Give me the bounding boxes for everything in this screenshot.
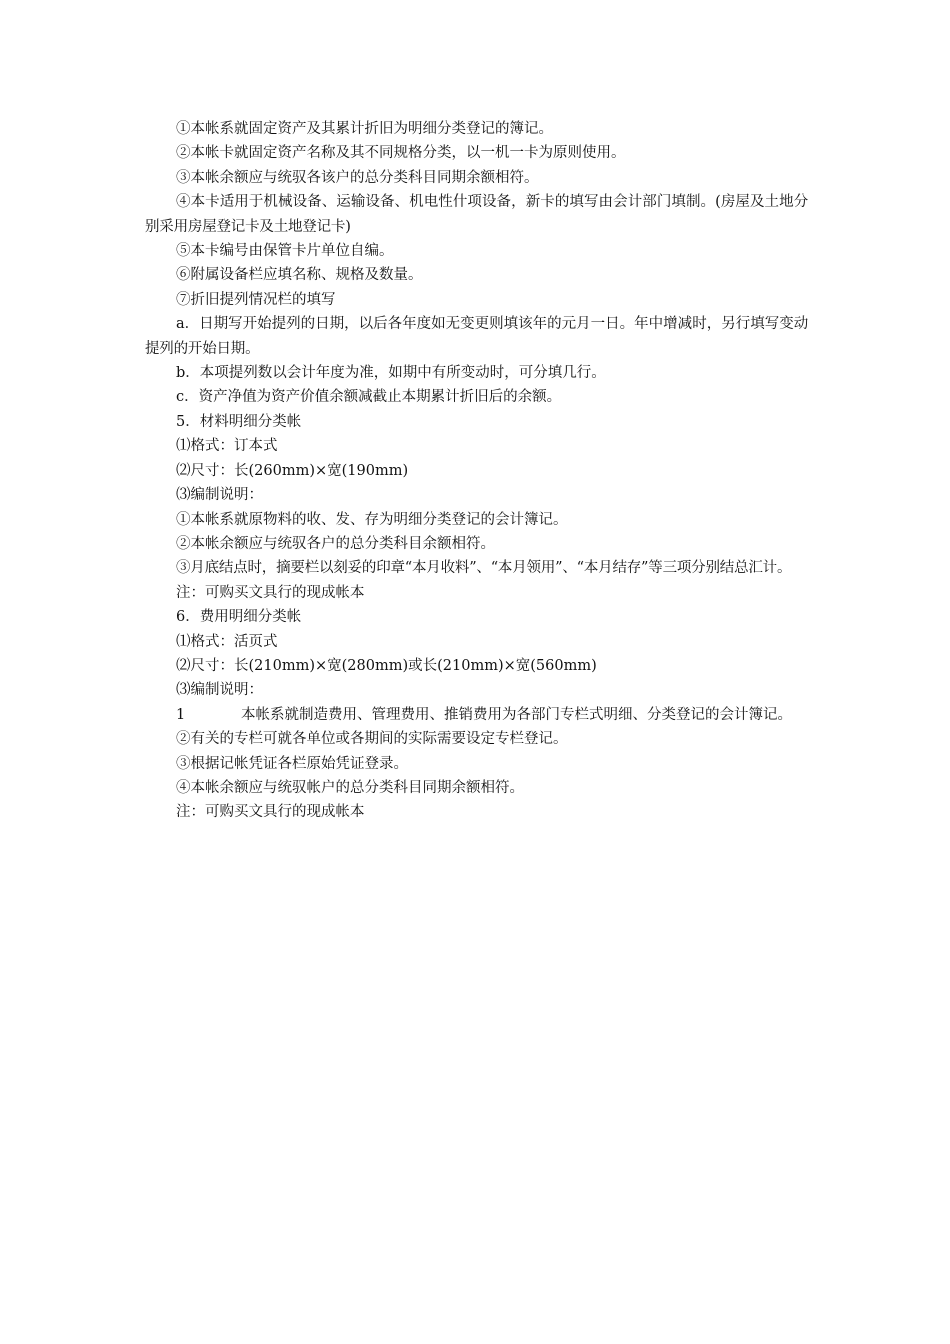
paragraph: ②本帐余额应与统驭各户的总分类科目余额相符。 [176,535,495,552]
paragraph: ①本帐系就固定资产及其累计折旧为明细分类登记的簿记。 [176,121,553,137]
paragraph: ②本帐卡就固定资产名称及其不同规格分类，以一机一卡为原则使用。 [176,145,626,162]
paragraph: ③月底结点时，摘要栏以刻妥的印章“本月收料”、“本月领用”、“本月结存”等三项分别结总汇计。 [176,560,792,577]
numbered-item [145,703,808,727]
paragraph: ⑴格式：订本式 [176,438,278,455]
paragraph: ③根据记帐凭证各栏原始凭证登录。 [176,755,408,772]
section-heading: 6．费用明细分类帐 [176,609,302,626]
document-body [145,117,808,825]
paragraph: ①本帐系就原物料的收、发、存为明细分类登记的会计簿记。 [176,511,568,528]
list-text: 本帐系就制造费用、管理费用、推销费用为各部门专栏式明细、分类登记的会计簿记。 [241,706,792,723]
paragraph: ④本卡适用于机械设备、运输设备、机电性什项设备，新卡的填写由会计部门填制。(房屋及土地分别采用房屋登记卡及土地登记卡) [145,194,808,235]
list-number: 1 [176,706,186,723]
paragraph: ④本帐余额应与统驭帐户的总分类科目同期余额相符。 [176,779,524,796]
paragraph: ⑴格式：活页式 [176,633,278,650]
note: 注：可购买文具行的现成帐本 [176,584,365,601]
paragraph: ⑶编制说明： [176,487,263,504]
paragraph: b．本项提列数以会计年度为准，如期中有所变动时，可分填几行。 [176,365,606,382]
paragraph: ⑥附属设备栏应填名称、规格及数量。 [176,267,423,284]
paragraph: ②有关的专栏可就各单位或各期间的实际需要设定专栏登记。 [176,731,568,748]
paragraph: ③本帐余额应与统驭各该户的总分类科目同期余额相符。 [176,169,539,186]
note: 注：可购买文具行的现成帐本 [176,804,365,821]
paragraph: ⑵尺寸：长(260mm)×宽(190mm) [176,462,409,479]
section-heading: 5．材料明细分类帐 [176,413,302,430]
paragraph: c．资产净值为资产价值余额减截止本期累计折旧后的余额。 [176,389,562,406]
paragraph: a．日期写开始提列的日期，以后各年度如无变更则填该年的元月一日。年中增减时，另行填写变动提列的开始日期。 [145,316,808,357]
paragraph: ⑦折旧提列情况栏的填写 [176,291,336,308]
paragraph: ⑶编制说明： [176,682,263,699]
paragraph: ⑤本卡编号由保管卡片单位自编。 [176,243,394,260]
paragraph: ⑵尺寸：长(210mm)×宽(280mm)或长(210mm)×宽(560mm) [176,657,597,674]
